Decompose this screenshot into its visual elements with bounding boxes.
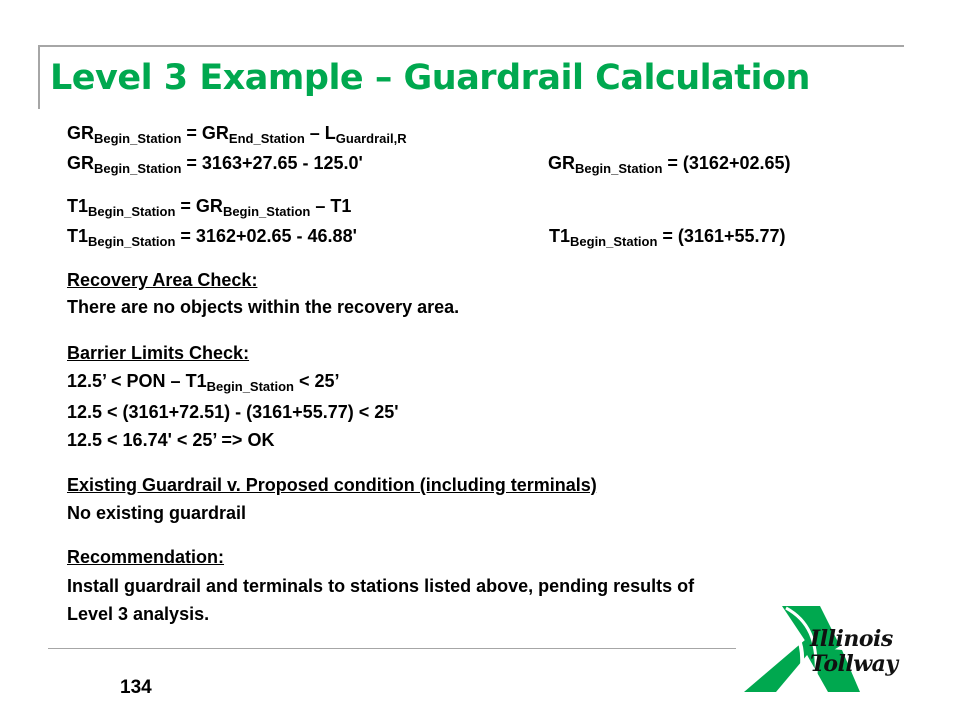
barrier-line-1 — [67, 370, 340, 392]
barrier-line-3: 12.5 < 16.74' < 25’ => OK — [67, 430, 275, 450]
recommendation-line-1: Install guardrail and terminals to stations listed above, pending results of — [67, 576, 695, 596]
gr-begin-equation — [67, 122, 407, 144]
gr-begin-result — [548, 152, 791, 174]
t1-calc-subscript: Begin_Station — [88, 234, 176, 249]
t1-minus-t1: – T1 — [310, 196, 352, 216]
t1-equals-gr: = GR — [175, 196, 223, 216]
logo-line-1: Illinois — [810, 626, 893, 652]
barrier-line-2: 12.5 < (3161+72.51) - (3161+55.77) < 25' — [67, 402, 399, 422]
t1-result-symbol: T1 — [549, 226, 571, 246]
existing-heading: Existing Guardrail v. Proposed condition (including terminals) — [67, 475, 597, 495]
slide-title: Level 3 Example – Guardrail Calculation — [50, 58, 810, 98]
gr-calc-expression: = 3163+27.65 - 125.0' — [181, 153, 363, 173]
recovery-text: There are no objects within the recovery area. — [67, 297, 460, 317]
gr-symbol: GR — [67, 123, 94, 143]
barrier-line-1-subscript: Begin_Station — [206, 379, 294, 394]
gr-result-symbol: GR — [548, 153, 575, 173]
t1-result-value: = (3161+55.77) — [657, 226, 786, 246]
gr-begin-calculation — [67, 152, 791, 176]
t1-begin-calculation — [67, 225, 786, 249]
barrier-heading: Barrier Limits Check: — [67, 343, 250, 363]
t1-calc-expression: = 3162+02.65 - 46.88' — [175, 226, 357, 246]
recommendation-heading: Recommendation: — [67, 547, 225, 567]
gr-calc-symbol: GR — [67, 153, 94, 173]
t1-begin-result — [549, 225, 786, 247]
gr-result-value: = (3162+02.65) — [662, 153, 791, 173]
bottom-rule — [48, 648, 736, 649]
t1-subscript: Begin_Station — [88, 204, 176, 219]
left-rule — [38, 45, 40, 109]
gr-end-subscript: End_Station — [228, 131, 305, 146]
gr-equals: = GR — [181, 123, 229, 143]
t1-calc-symbol: T1 — [67, 226, 89, 246]
existing-text: No existing guardrail — [67, 503, 247, 523]
gr-minus-l: – L — [304, 123, 336, 143]
gr-result-subscript: Begin_Station — [575, 161, 663, 176]
barrier-line-1-end: < 25’ — [294, 371, 340, 391]
gr-calc-subscript: Begin_Station — [94, 161, 182, 176]
t1-result-subscript: Begin_Station — [570, 234, 658, 249]
t1-gr-subscript: Begin_Station — [222, 204, 311, 219]
recovery-heading: Recovery Area Check: — [67, 270, 258, 290]
barrier-line-1-start: 12.5’ < PON – T1 — [67, 371, 207, 391]
t1-begin-equation — [67, 195, 351, 217]
recommendation-line-2: Level 3 analysis. — [67, 604, 210, 624]
gr-subscript: Begin_Station — [94, 131, 182, 146]
logo-line-2: Tollway — [810, 651, 898, 677]
t1-symbol: T1 — [67, 196, 89, 216]
top-rule — [38, 45, 904, 47]
gr-l-subscript: Guardrail,R — [335, 131, 407, 146]
page-number: 134 — [120, 677, 152, 698]
